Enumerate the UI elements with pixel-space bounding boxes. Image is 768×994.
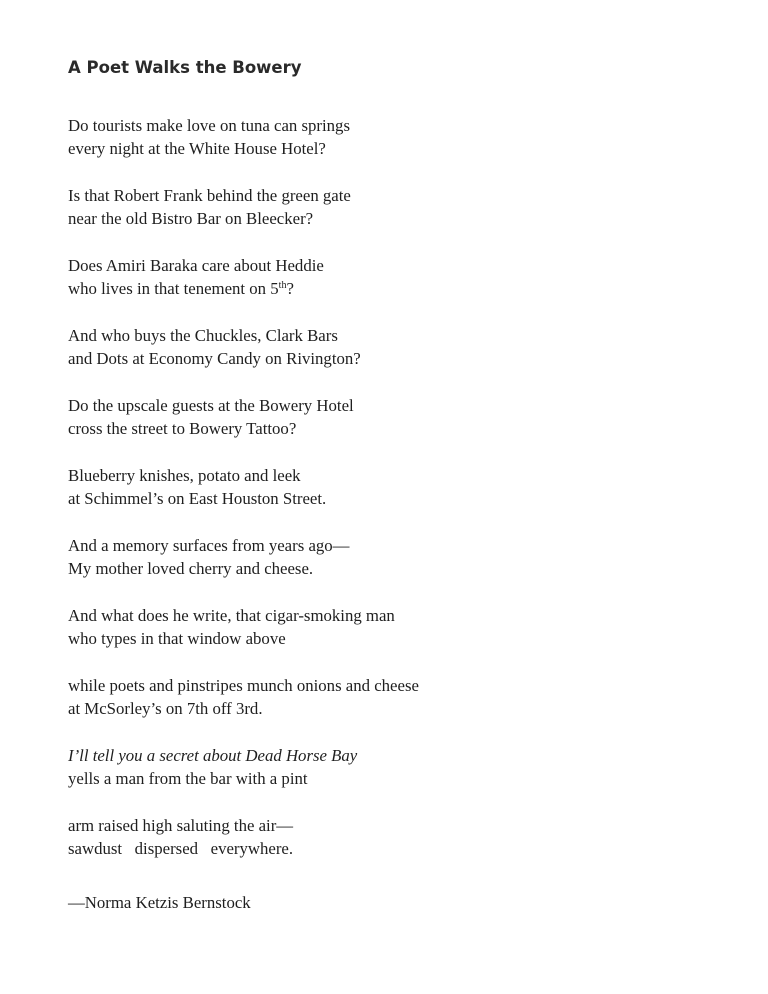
stanza <box>68 604 688 650</box>
stanza <box>68 394 688 440</box>
poem-body <box>68 114 688 884</box>
stanza <box>68 744 688 790</box>
poem-line: Is that Robert Frank behind the green gate <box>68 186 351 205</box>
poem-line: My mother loved cherry and cheese. <box>68 559 314 578</box>
poem-line: Blueberry knishes, potato and leek <box>68 466 301 485</box>
poem-line: Does Amiri Baraka care about Heddie <box>68 256 324 275</box>
poem-line: And what does he write, that cigar-smoking man <box>68 606 395 625</box>
stanza <box>68 814 688 860</box>
ordinal-suffix: th <box>278 280 287 291</box>
poem-line: arm raised high saluting the air— <box>68 816 294 835</box>
author-attribution: —Norma Ketzis Bernstock <box>68 893 251 912</box>
poem-line-italic: I’ll tell you a secret about Dead Horse Bay <box>68 746 358 765</box>
poem-title: A Poet Walks the Bowery <box>68 58 302 77</box>
poem-line: sawdust dispersed everywhere. <box>68 839 294 858</box>
stanza <box>68 464 688 510</box>
stanza <box>68 674 688 720</box>
poem-line: near the old Bistro Bar on Bleecker? <box>68 209 314 228</box>
poem-line-punctuation: ? <box>286 279 294 298</box>
poem-line: Do tourists make love on tuna can springs <box>68 116 350 135</box>
poem-line: every night at the White House Hotel? <box>68 139 326 158</box>
stanza <box>68 184 688 230</box>
poem-line: And a memory surfaces from years ago— <box>68 536 350 555</box>
poem-line: at Schimmel’s on East Houston Street. <box>68 489 327 508</box>
poem-line <box>68 277 688 300</box>
stanza <box>68 254 688 300</box>
poem-line: and Dots at Economy Candy on Rivington? <box>68 349 361 368</box>
stanza <box>68 534 688 580</box>
stanza <box>68 114 688 160</box>
poem-line: while poets and pinstripes munch onions and cheese <box>68 676 419 695</box>
poem-line: who types in that window above <box>68 629 286 648</box>
stanza <box>68 324 688 370</box>
poem-line: yells a man from the bar with a pint <box>68 769 308 788</box>
poem-line: cross the street to Bowery Tattoo? <box>68 419 297 438</box>
poem-line-text: who lives in that tenement on 5 <box>68 279 279 298</box>
poem-line: Do the upscale guests at the Bowery Hotel <box>68 396 354 415</box>
poem-line: at McSorley’s on 7th off 3rd. <box>68 699 263 718</box>
poem-line: And who buys the Chuckles, Clark Bars <box>68 326 338 345</box>
